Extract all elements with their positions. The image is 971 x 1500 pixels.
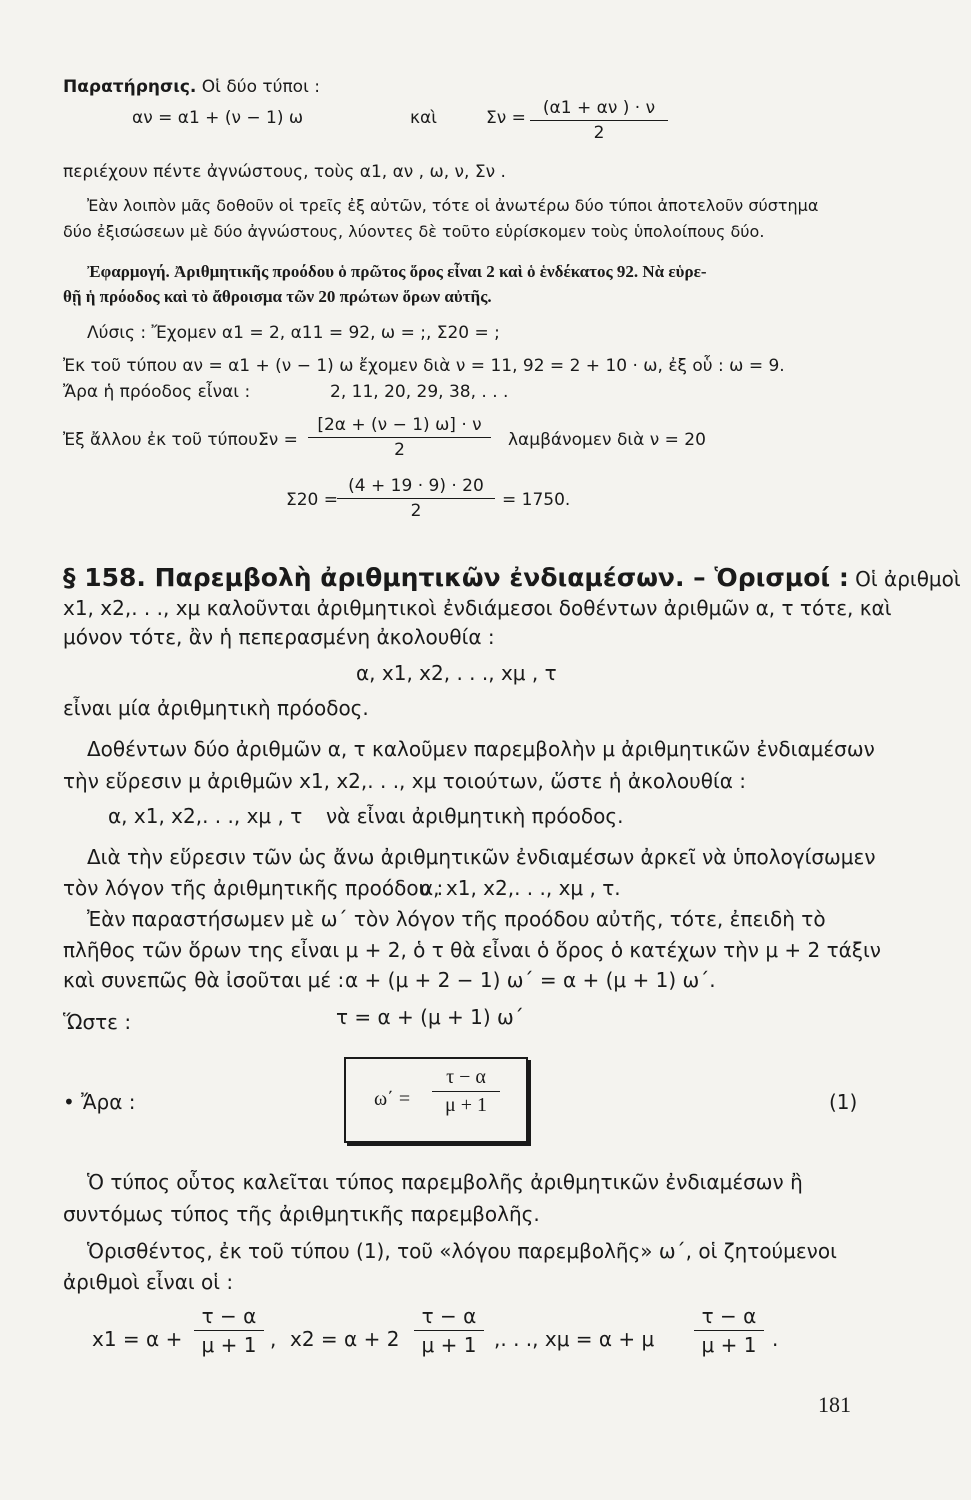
final-x1-num: τ − α xyxy=(201,1304,257,1328)
p2-sequence: α, x1, x2,. . ., xμ , τ xyxy=(108,804,303,828)
p4-equation: α + (μ + 2 − 1) ω΄ = α + (μ + 1) ω΄. xyxy=(345,968,716,992)
remark-and: καὶ xyxy=(410,108,437,128)
remark-formula-s-fraction xyxy=(530,98,668,143)
boxed-den: μ + 1 xyxy=(432,1091,500,1117)
application-other-left: Σν = xyxy=(258,430,298,450)
final-comma: , xyxy=(270,1327,277,1351)
equation-number: (1) xyxy=(829,1090,858,1114)
application-sum-fraction xyxy=(337,476,495,521)
final-x2-left: x2 = α + 2 xyxy=(290,1327,400,1351)
final-x1-left: x1 = α + xyxy=(92,1327,183,1351)
remark-line-4: δύο ἐξισώσεων μὲ δύο ἀγνώστους, λύοντες δὲ τοῦτο εὑρίσκομεν τοὺς ὑπολοίπους δύο. xyxy=(63,222,765,241)
p6-line-2: ἀριθμοὶ εἶναι οἱ : xyxy=(63,1270,234,1294)
p4-line-3: καὶ συνεπῶς θὰ ἰσοῦται μέ : xyxy=(63,968,345,992)
hence-label: Ὥστε : xyxy=(63,1010,132,1034)
p2-sequence-tail: νὰ εἶναι ἀριθμητικὴ πρόοδος. xyxy=(326,804,624,828)
remark-label: Παρατήρησις. xyxy=(63,77,197,97)
section-def-tail: Οἱ ἀριθμοὶ xyxy=(848,567,961,591)
final-x2-num: τ − α xyxy=(421,1304,477,1328)
final-xmu-fraction xyxy=(694,1304,764,1357)
application-from-formula: Ἐκ τοῦ τύπου αν = α1 + (ν − 1) ω ἔχομεν διὰ ν = 11, 92 = 2 + 10 · ω, ἐξ οὗ : ω = 9. xyxy=(63,356,785,376)
application-sum-den: 2 xyxy=(337,498,495,521)
final-x1-fraction xyxy=(194,1304,264,1357)
section-line-2: x1, x2,. . ., xμ καλοῦνται ἀριθμητικοὶ ἐνδιάμεσοι δοθέντων ἀριθμῶν α, τ τότε, καὶ xyxy=(63,596,892,620)
p6-line-1: Ὁρισθέντος, ἐκ τοῦ τύπου (1), τοῦ «λόγου παρεμβολῆς» ω΄, οἱ ζητούμενοι xyxy=(87,1239,837,1263)
section-line-4: εἶναι μία ἀριθμητικὴ πρόοδος. xyxy=(63,696,369,720)
application-sum-right: = 1750. xyxy=(502,490,571,510)
section-heading-line xyxy=(63,563,961,592)
final-xmu-den: μ + 1 xyxy=(694,1330,764,1357)
remark-formula-a: αν = α1 + (ν − 1) ω xyxy=(132,108,304,128)
hence-equation: τ = α + (μ + 1) ω΄ xyxy=(336,1005,524,1029)
final-x2-den: μ + 1 xyxy=(414,1330,484,1357)
section-sequence: α, x1, x2, . . ., xμ , τ xyxy=(356,661,557,685)
remark-line-1 xyxy=(63,77,320,97)
remark-line-2: περιέχουν πέντε ἀγνώστους, τοὺς α1, αν , ω, ν, Σν . xyxy=(63,162,506,182)
section-line-3: μόνον τότε, ἂν ἡ πεπερασμένη ἀκολουθία : xyxy=(63,625,495,649)
application-line-1: Ἐφαρμογή. Ἀριθμητικῆς προόδου ὁ πρῶτος ὅρος εἶναι 2 καὶ ὁ ἑνδέκατος 92. Νὰ εὑρε- xyxy=(87,262,707,281)
p3-sequence: α, x1, x2,. . ., xμ , τ. xyxy=(420,876,621,900)
p5-line-2: συντόμως τύπος τῆς ἀριθμητικῆς παρεμβολῆς. xyxy=(63,1202,540,1226)
application-progression-label: Ἄρα ἡ πρόοδος εἶναι : xyxy=(63,382,251,402)
application-other-label: Ἐξ ἄλλου ἐκ τοῦ τύπου : xyxy=(63,430,270,450)
boxed-fraction xyxy=(432,1066,500,1117)
application-other-fraction xyxy=(308,415,491,460)
p3-line-2: τὸν λόγον τῆς ἀριθμητικῆς προόδου : xyxy=(63,876,444,900)
remark-formula-s-left: Σν = xyxy=(486,108,526,128)
final-xmu-left: ,. . ., xμ = α + μ xyxy=(494,1327,655,1351)
application-other-den: 2 xyxy=(308,437,491,460)
final-x1-den: μ + 1 xyxy=(194,1330,264,1357)
p2-line-2: τὴν εὕρεσιν μ ἀριθμῶν x1, x2,. . ., xμ τοιούτων, ὥστε ἡ ἀκολουθία : xyxy=(63,769,747,793)
final-period: . xyxy=(772,1327,779,1351)
final-x2-fraction xyxy=(414,1304,484,1357)
remark-formula-s-den: 2 xyxy=(530,120,668,143)
p5-line-1: Ὁ τύπος οὗτος καλεῖται τύπος παρεμβολῆς ἀριθμητικῶν ἐνδιαμέσων ἢ xyxy=(87,1170,803,1194)
p2-line-1: Δοθέντων δύο ἀριθμῶν α, τ καλοῦμεν παρεμβολὴν μ ἀριθμητικῶν ἐνδιαμέσων xyxy=(87,737,875,761)
application-sum-left: Σ20 = xyxy=(286,490,339,510)
boxed-left: ω΄ = xyxy=(374,1088,411,1110)
p4-line-2: πλῆθος τῶν ὅρων της εἶναι μ + 2, ὁ τ θὰ εἶναι ὁ ὅρος ὁ κατέχων τὴν μ + 2 τάξιν xyxy=(63,938,881,962)
application-solution: Λύσις : Ἔχομεν α1 = 2, α11 = 92, ω = ;, Σ20 = ; xyxy=(87,323,500,343)
section-title: § 158. Παρεμβολὴ ἀριθμητικῶν ἐνδιαμέσων. – Ὁρισμοί : xyxy=(63,563,849,592)
page-number: 181 xyxy=(818,1392,851,1417)
application-line-2: θῇ ἡ πρόοδος καὶ τὸ ἄθροισμα τῶν 20 πρώτων ὅρων αὐτῆς. xyxy=(63,287,492,306)
application-other-num: [2α + (ν − 1) ω] · ν xyxy=(317,415,482,435)
final-xmu-num: τ − α xyxy=(701,1304,757,1328)
remark-text: Οἱ δύο τύποι : xyxy=(196,77,320,97)
remark-formula-s-num: (α1 + αν ) · ν xyxy=(542,98,656,118)
remark-line-3: Ἐὰν λοιπὸν μᾶς δοθοῦν οἱ τρεῖς ἐξ αὐτῶν, τότε οἱ ἀνωτέρω δύο τύποι ἀποτελοῦν σύστημα xyxy=(87,196,819,215)
p4-line-1: Ἐὰν παραστήσωμεν μὲ ω΄ τὸν λόγον τῆς προόδου αὐτῆς, τότε, ἐπειδὴ τὸ xyxy=(87,907,826,931)
application-other-right: λαμβάνομεν διὰ ν = 20 xyxy=(508,430,706,450)
ara-label: • Ἄρα : xyxy=(63,1090,136,1114)
p3-line-1: Διὰ τὴν εὕρεσιν τῶν ὡς ἄνω ἀριθμητικῶν ἐνδιαμέσων ἀρκεῖ νὰ ὑπολογίσωμεν xyxy=(87,845,876,869)
application-progression-values: 2, 11, 20, 29, 38, . . . xyxy=(330,382,509,402)
boxed-num: τ − α xyxy=(446,1066,486,1088)
application-sum-num: (4 + 19 · 9) · 20 xyxy=(348,476,484,496)
